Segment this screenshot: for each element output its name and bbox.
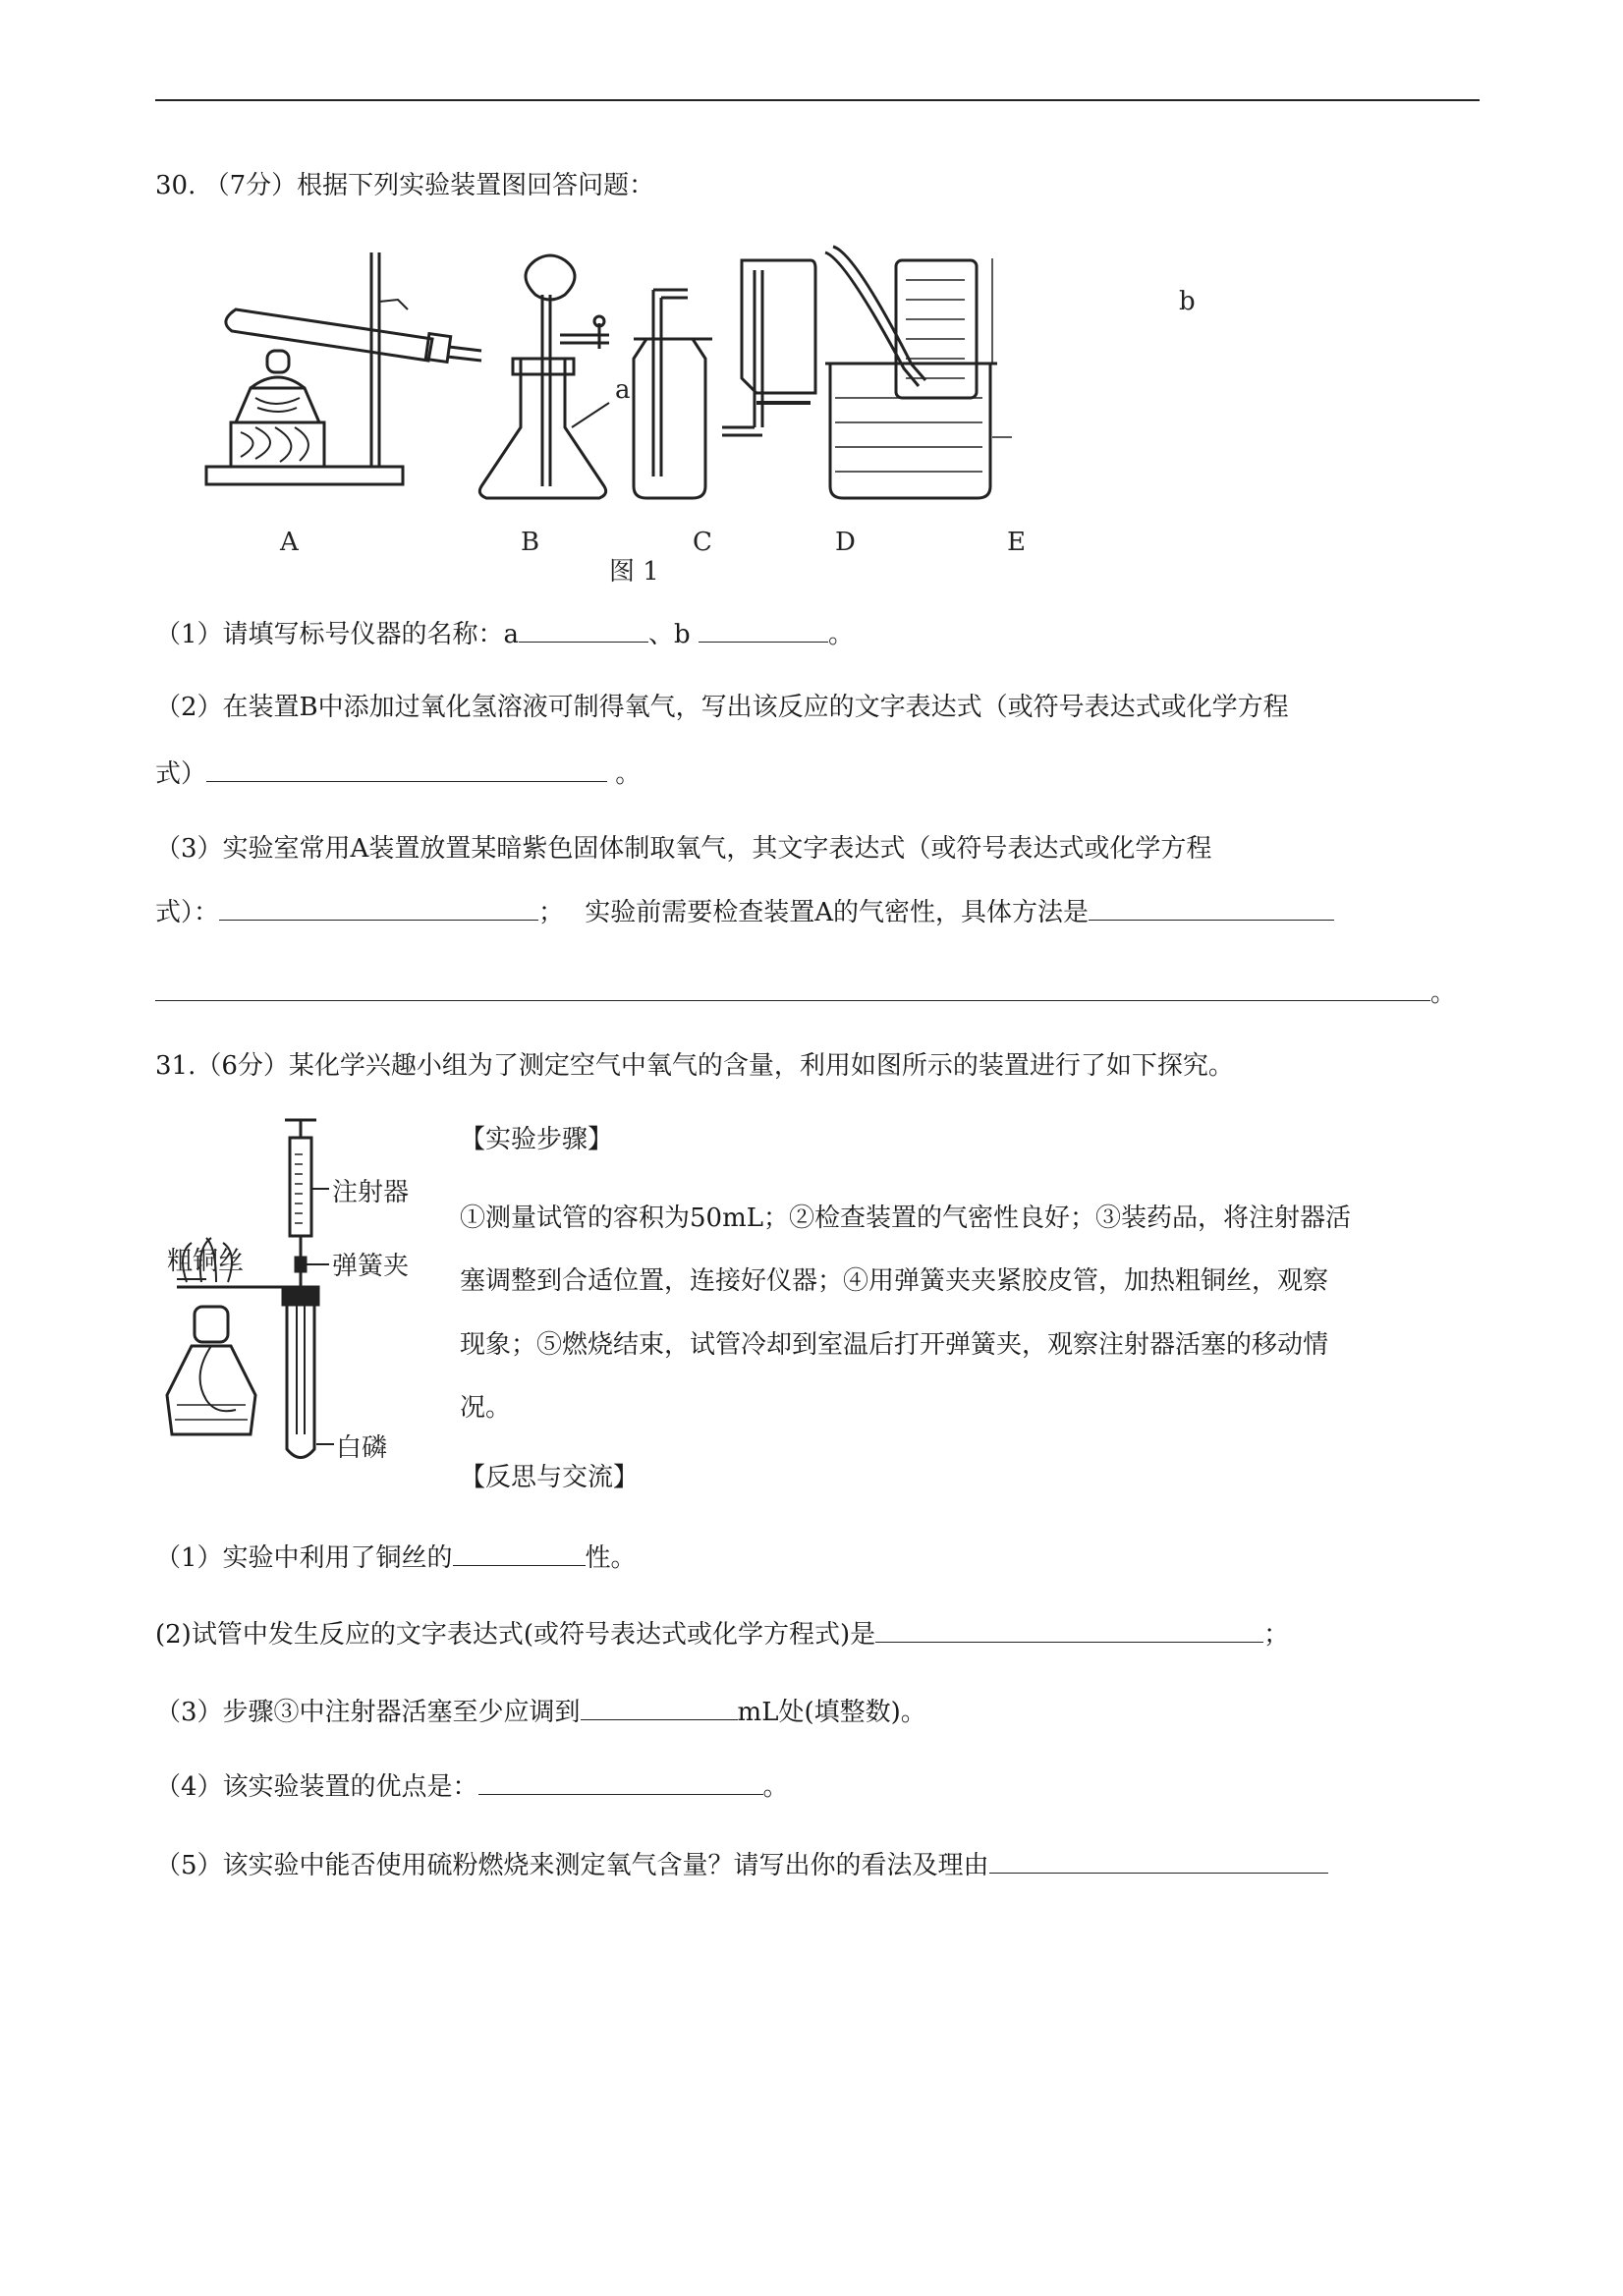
q31-title: 31.（6分）某化学兴趣小组为了测定空气中氧气的含量，利用如图所示的装置进行了如下探究。 <box>155 1051 1234 1081</box>
label-E: E <box>1007 528 1026 557</box>
answer-blank-h2o2-equation[interactable] <box>206 756 607 782</box>
clamp-label: 弹簧夹 <box>332 1252 410 1280</box>
label-B: B <box>521 528 540 557</box>
q30-part2-line1: （2）在装置B中添加过氧化氢溶液可制得氧气，写出该反应的文字表达式（或符号表达式或化学方程 <box>155 693 1289 722</box>
reflection-heading: 【反思与交流】 <box>460 1463 640 1492</box>
q31-part2: (2)试管中发生反应的文字表达式(或符号表达式或化学方程式)是 ； <box>155 1616 1289 1652</box>
answer-blank-advantage[interactable] <box>478 1768 763 1795</box>
answer-blank-copper-property[interactable] <box>453 1540 586 1566</box>
q30-part3-line2: 式）： ； 实验前需要检查装置A的气密性，具体方法是 <box>155 894 1334 929</box>
answer-blank-syringe-volume[interactable] <box>581 1694 738 1720</box>
syringe-label: 注射器 <box>332 1178 410 1206</box>
steps-line-4: 况。 <box>460 1393 512 1423</box>
q30-apparatus-figure <box>196 241 1238 594</box>
label-A: A <box>280 528 299 557</box>
q31-part5: （5）该实验中能否使用硫粉燃烧来测定氧气含量？请写出你的看法及理由 <box>155 1847 1328 1882</box>
q31-apparatus-figure <box>147 1110 452 1474</box>
answer-blank-a[interactable] <box>519 616 648 643</box>
steps-line-2: 塞调整到合适位置，连接好仪器；④用弹簧夹夹紧胶皮管，加热粗铜丝，观察 <box>460 1266 1329 1296</box>
answer-blank-b[interactable] <box>699 616 828 643</box>
white-phosphorus-label: 白磷 <box>336 1433 388 1462</box>
part-a-label: a <box>615 375 631 405</box>
copper-wire-label: 粗铜丝 <box>167 1247 245 1275</box>
q30-part1: （1）请填写标号仪器的名称：a 、b 。 <box>155 616 854 651</box>
answer-blank-phosphorus-equation[interactable] <box>875 1616 1263 1643</box>
part-b-label: b <box>1179 287 1196 316</box>
q31-part1: （1）实验中利用了铜丝的 性。 <box>155 1540 637 1575</box>
answer-blank-airtightness-method[interactable] <box>1089 894 1334 921</box>
steps-line-1: ①测量试管的容积为50mL；②检查装置的气密性良好；③装药品，将注射器活 <box>460 1204 1352 1233</box>
label-C: C <box>693 528 712 557</box>
q30-part3-line1: （3）实验室常用A装置放置某暗紫色固体制取氧气，其文字表达式（或符号表达式或化学方程 <box>155 834 1212 864</box>
steps-heading: 【实验步骤】 <box>460 1125 614 1154</box>
answer-blank-airtightness-continued[interactable] <box>155 975 1430 1001</box>
q31-part3: （3）步骤③中注射器活塞至少应调到 mL处(填整数)。 <box>155 1694 926 1729</box>
q30-part2-line2: 式） 。 <box>155 756 641 791</box>
header-rule <box>155 99 1480 101</box>
answer-blank-kmno4-equation[interactable] <box>219 894 538 921</box>
label-D: D <box>835 528 856 557</box>
answer-blank-sulfur-reason[interactable] <box>989 1847 1328 1874</box>
figure-caption: 图 1 <box>609 557 659 587</box>
steps-line-3: 现象；⑤燃烧结束，试管冷却到室温后打开弹簧夹，观察注射器活塞的移动情 <box>460 1330 1329 1360</box>
q30-title: 30. （7分）根据下列实验装置图回答问题： <box>155 171 655 200</box>
q31-part4: （4）该实验装置的优点是： 。 <box>155 1768 789 1804</box>
q30-part3-line3: 。 <box>155 975 1456 1010</box>
